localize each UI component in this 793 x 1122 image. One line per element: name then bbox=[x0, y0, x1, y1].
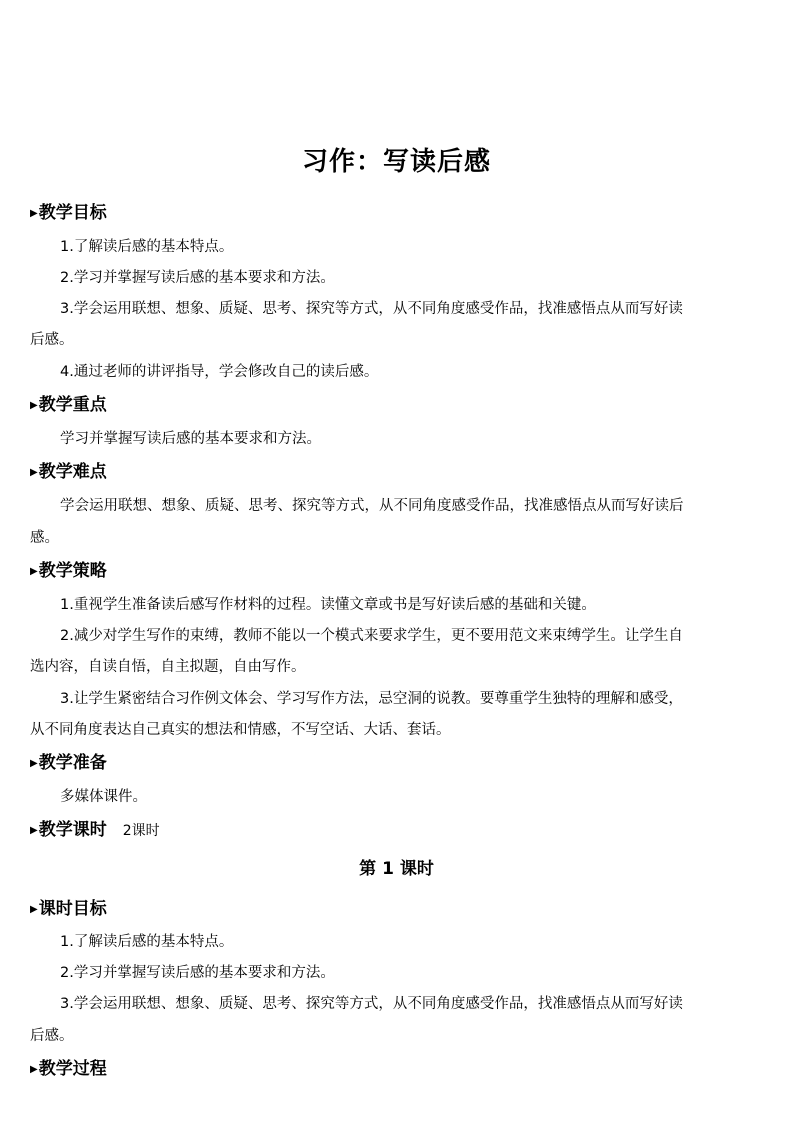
heading-lesson-objectives bbox=[30, 896, 107, 923]
difficulty-line-1-cont: 感。 bbox=[30, 530, 59, 546]
heading-preparation-label: 教学准备 bbox=[38, 753, 107, 773]
strategy-line-1: 1.重视学生准备读后感写作材料的过程。读懂文章或书是写好读后感的基础和关键。 bbox=[60, 597, 596, 613]
triangle-right-icon: ▶ bbox=[30, 1064, 38, 1075]
heading-process bbox=[30, 1056, 107, 1083]
heading-strategies-label: 教学策略 bbox=[38, 561, 107, 581]
objective-line-4: 4.通过老师的讲评指导，学会修改自己的读后感。 bbox=[60, 364, 379, 380]
strategy-line-3: 3.让学生紧密结合习作例文体会、学习写作方法，忌空洞的说教。要尊重学生独特的理解和感受， bbox=[60, 691, 683, 707]
key-point-line-1: 学习并掌握写读后感的基本要求和方法。 bbox=[60, 431, 321, 447]
preparation-line-1: 多媒体课件。 bbox=[60, 789, 147, 805]
lesson-1-title: 第 1 课时 bbox=[359, 859, 434, 879]
difficulty-line-1: 学会运用联想、想象、质疑、思考、探究等方式，从不同角度感受作品，找准感悟点从而写好读后 bbox=[60, 498, 684, 514]
lesson-objective-line-3: 3.学会运用联想、想象、质疑、思考、探究等方式，从不同角度感受作品，找准感悟点从而写好读 bbox=[60, 996, 683, 1012]
heading-difficulties-label: 教学难点 bbox=[38, 462, 107, 482]
heading-objectives bbox=[30, 200, 107, 227]
heading-process-label: 教学过程 bbox=[38, 1059, 107, 1079]
strategy-line-2-cont: 选内容，自读自悟，自主拟题，自由写作。 bbox=[30, 659, 306, 675]
heading-objectives-label: 教学目标 bbox=[38, 203, 107, 223]
heading-strategies bbox=[30, 558, 107, 585]
triangle-right-icon: ▶ bbox=[30, 825, 38, 836]
triangle-right-icon: ▶ bbox=[30, 400, 38, 411]
triangle-right-icon: ▶ bbox=[30, 467, 38, 478]
document-title: 习作：写读后感 bbox=[301, 147, 491, 177]
triangle-right-icon: ▶ bbox=[30, 566, 38, 577]
triangle-right-icon: ▶ bbox=[30, 758, 38, 769]
heading-periods bbox=[30, 817, 160, 844]
lesson-objective-line-1: 1.了解读后感的基本特点。 bbox=[60, 934, 234, 950]
lesson-objective-line-2: 2.学习并掌握写读后感的基本要求和方法。 bbox=[60, 965, 335, 981]
objective-line-3: 3.学会运用联想、想象、质疑、思考、探究等方式，从不同角度感受作品，找准感悟点从而写好读 bbox=[60, 301, 683, 317]
objective-line-1: 1.了解读后感的基本特点。 bbox=[60, 239, 234, 255]
triangle-right-icon: ▶ bbox=[30, 208, 38, 219]
periods-value: 2课时 bbox=[122, 823, 160, 839]
heading-periods-label: 教学课时 bbox=[38, 820, 107, 840]
triangle-right-icon: ▶ bbox=[30, 904, 38, 915]
lesson-objective-line-3-cont: 后感。 bbox=[30, 1028, 74, 1044]
heading-key-points-label: 教学重点 bbox=[38, 395, 107, 415]
strategy-line-3-cont: 从不同角度表达自己真实的想法和情感，不写空话、大话、套话。 bbox=[30, 722, 451, 738]
heading-lesson-objectives-label: 课时目标 bbox=[38, 899, 107, 919]
heading-key-points bbox=[30, 392, 107, 419]
objective-line-2: 2.学习并掌握写读后感的基本要求和方法。 bbox=[60, 270, 335, 286]
heading-preparation bbox=[30, 750, 107, 777]
objective-line-3-cont: 后感。 bbox=[30, 332, 74, 348]
heading-difficulties bbox=[30, 459, 107, 486]
strategy-line-2: 2.减少对学生写作的束缚，教师不能以一个模式来要求学生，更不要用范文来束缚学生。让学生自 bbox=[60, 628, 683, 644]
